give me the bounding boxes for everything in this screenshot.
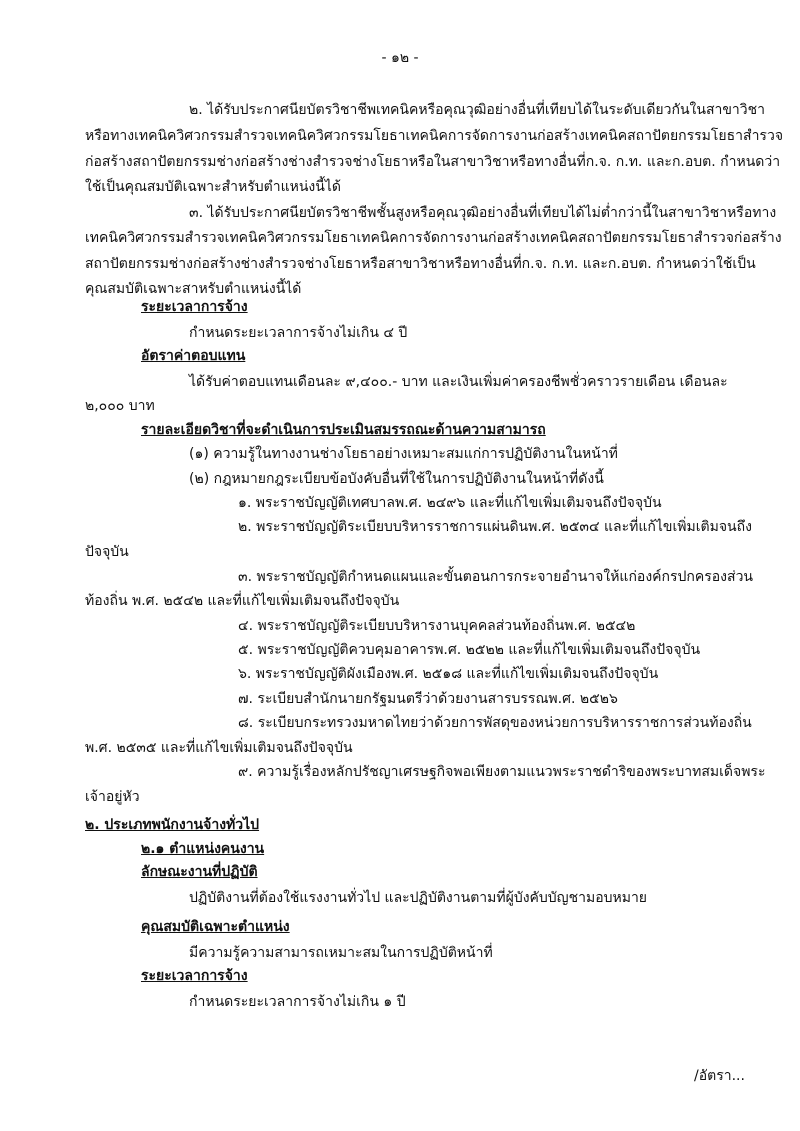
qualification-3-line-2: เทคนิควิศวกรรมสำรวจเทคนิควิศวกรรมโยธาเทคนิคการจัดการงานก่อสร้างเทคนิคสถาปัตยกรรมโยธาสำรวจก่อสร้าง <box>85 230 782 246</box>
qualification-2-line-2: หรือทางเทคนิควิศวกรรมสำรวจเทคนิควิศวกรรมโยธาเทคนิคการจัดการงานก่อสร้างเทคนิคสถาปัตยกรรมโยธาสำรวจ <box>85 128 784 144</box>
duty-heading: ลักษณะงานที่ปฏิบัติ <box>141 864 258 880</box>
compensation-line-2: ๒,๐๐๐ บาท <box>85 398 155 414</box>
assessment-heading: รายละเอียดวิชาที่จะดำเนินการประเมินสมรรถณะด้านความสามารถ <box>141 422 546 438</box>
assessment-item-1: (๑) ความรู้ในทางงานช่างโยธาอย่างเหมาะสมแก่การปฏิบัติงานในหน้าที่ <box>189 446 618 462</box>
general-staff-heading: ๒. ประเภทพนักงานจ้างทั่วไป <box>85 817 260 833</box>
law-8-line-1: ๘. ระเบียบกระทรวงมหาดไทยว่าด้วยการพัสดุของหน่วยการบริหารราชการส่วนท้องถิ่น <box>238 715 752 731</box>
law-5: ๕. พระราชบัญญัติควบคุมอาคารพ.ศ. ๒๕๒๒ และที่แก้ไขเพิ่มเติมจนถึงปัจจุบัน <box>238 642 701 658</box>
employment-period-heading: ระยะเวลาการจ้าง <box>141 299 248 315</box>
continuation-marker: /อัตรา... <box>694 1068 745 1084</box>
duty-text: ปฏิบัติงานที่ต้องใช้แรงงานทั่วไป และปฏิบัติงานตามที่ผู้บังคับบัญชามอบหมาย <box>189 890 648 906</box>
compensation-line-1: ได้รับค่าตอบแทนเดือนละ ๙,๔๐๐.- บาท และเงินเพิ่มค่าครองชีพชั่วคราวรายเดือน เดือนละ <box>189 374 728 390</box>
qualification-2-line-4: ใช้เป็นคุณสมบัติเฉพาะสำหรับตำแหน่งนี้ได้ <box>85 179 341 195</box>
specific-qualification-heading: คุณสมบัติเฉพาะตำแหน่ง <box>141 919 290 935</box>
law-1: ๑. พระราชบัญญัติเทศบาลพ.ศ. ๒๔๙๖ และที่แก้ไขเพิ่มเติมจนถึงปัจจุบัน <box>238 495 662 511</box>
qualification-3-line-3: สถาปัตยกรรมช่างก่อสร้างช่างสำรวจช่างโยธาหรือสาขาวิชาหรือทางอื่นที่ก.จ. ก.ท. และก.อบต. กำหนดว่าใช้เป็น <box>85 256 756 272</box>
law-8-line-2: พ.ศ. ๒๕๓๕ และที่แก้ไขเพิ่มเติมจนถึงปัจจุบัน <box>85 740 353 756</box>
law-7: ๗. ระเบียบสำนักนายกรัฐมนตรีว่าด้วยงานสารบรรณพ.ศ. ๒๕๒๖ <box>238 691 618 707</box>
law-2-line-2: ปัจจุบัน <box>85 544 129 560</box>
general-period-heading: ระยะเวลาการจ้าง <box>141 968 248 984</box>
employment-period-text: กำหนดระยะเวลาการจ้างไม่เกิน ๔ ปี <box>189 325 408 341</box>
qualification-2-line-1: ๒. ได้รับประกาศนียบัตรวิชาชีพเทคนิคหรือคุณวุฒิอย่างอื่นที่เทียบได้ในระดับเดียวกันในสาขาวิชา <box>189 102 766 118</box>
compensation-heading: อัตราค่าตอบแทน <box>141 348 246 364</box>
qualification-2-line-3: ก่อสร้างสถาปัตยกรรมช่างก่อสร้างช่างสำรวจช่างโยธาหรือในสาขาวิชาหรือทางอื่นที่ก.จ. ก.ท. และก.อบต. กำหนดว่า <box>85 154 781 170</box>
law-3-line-1: ๓. พระราชบัญญัติกำหนดแผนและขั้นตอนการกระจายอำนาจให้แก่องค์กรปกครองส่วน <box>238 569 753 585</box>
page-number: - ๑๒ - <box>381 50 419 66</box>
law-2-line-1: ๒. พระราชบัญญัติระเบียบบริหารราชการแผ่นดินพ.ศ. ๒๕๓๔ และที่แก้ไขเพิ่มเติมจนถึง <box>238 519 752 535</box>
law-3-line-2: ท้องถิ่น พ.ศ. ๒๕๔๒ และที่แก้ไขเพิ่มเติมจนถึงปัจจุบัน <box>85 593 400 609</box>
law-9-line-1: ๙. ความรู้เรื่องหลักปรัชญาเศรษฐกิจพอเพียงตามแนวพระราชดำริของพระบาทสมเด็จพระ <box>238 764 766 780</box>
assessment-item-2: (๒) กฎหมายกฎระเบียบข้อบังคับอื่นที่ใช้ในการปฏิบัติงานในหน้าที่ดังนี้ <box>189 471 604 487</box>
qualification-3-line-1: ๓. ได้รับประกาศนียบัตรวิชาชีพชั้นสูงหรือคุณวุฒิอย่างอื่นที่เทียบได้ไม่ต่ำกว่านี้ในสาขาวิชาหรือทาง <box>189 205 777 221</box>
law-4: ๔. พระราชบัญญัติระเบียบบริหารงานบุคคลส่วนท้องถิ่นพ.ศ. ๒๕๔๒ <box>238 618 636 634</box>
qualification-3-line-4: คุณสมบัติเฉพาะสาหรับตำแหน่งนี้ได้ <box>85 281 302 297</box>
specific-qualification-text: มีความรู้ความสามารถเหมาะสมในการปฏิบัติหน้าที่ <box>189 945 493 961</box>
general-period-text: กำหนดระยะเวลาการจ้างไม่เกิน ๑ ปี <box>189 994 406 1010</box>
law-6: ๖. พระราชบัญญัติผังเมืองพ.ศ. ๒๕๑๘ และที่แก้ไขเพิ่มเติมจนถึงปัจจุบัน <box>238 666 659 682</box>
position-worker-heading: ๒.๑ ตำแหน่งคนงาน <box>141 841 265 857</box>
law-9-line-2: เจ้าอยู่หัว <box>85 789 140 805</box>
